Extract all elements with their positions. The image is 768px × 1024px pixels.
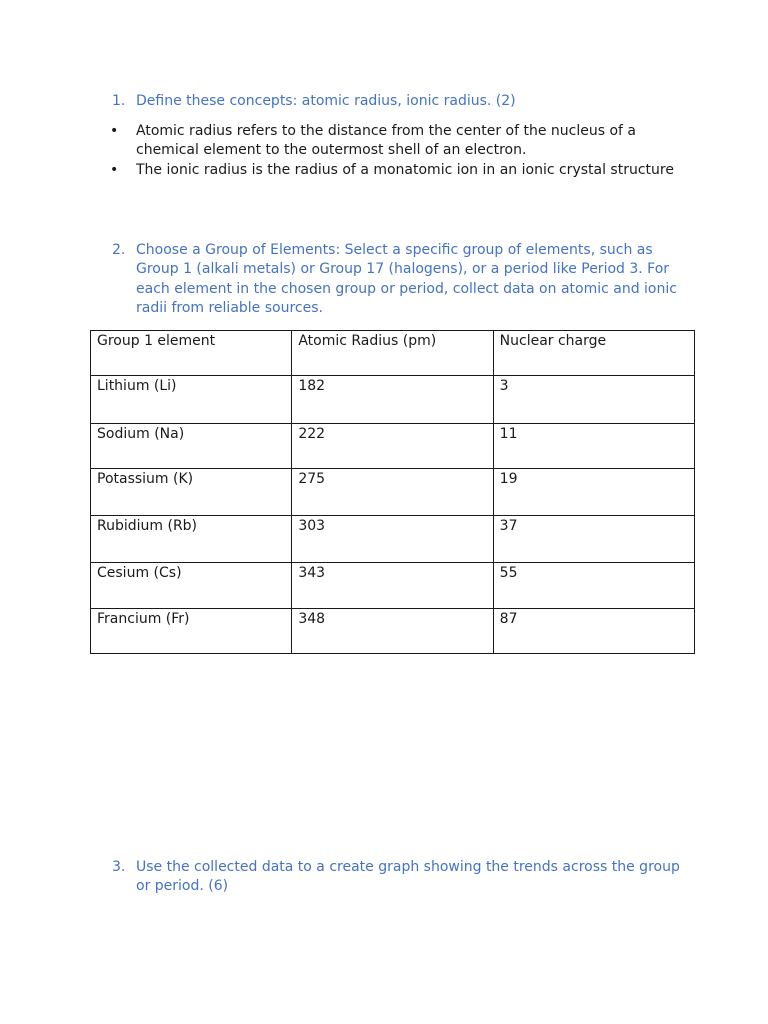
question-number: 3. bbox=[112, 859, 126, 875]
table-header-row bbox=[91, 331, 695, 376]
bullet-icon: • bbox=[110, 161, 119, 178]
question-text: Define these concepts: atomic radius, ionic radius. (2) bbox=[136, 93, 516, 109]
table-row bbox=[91, 609, 695, 654]
question-3 bbox=[112, 858, 682, 897]
table-header-cell: Group 1 element bbox=[91, 331, 292, 376]
table-cell: Lithium (Li) bbox=[91, 376, 292, 424]
table-cell: 343 bbox=[292, 563, 493, 609]
table-cell: Sodium (Na) bbox=[91, 424, 292, 469]
table-cell: 275 bbox=[292, 469, 493, 516]
question-number: 2. bbox=[112, 242, 126, 258]
question-2 bbox=[112, 241, 682, 318]
table-cell: 55 bbox=[493, 563, 694, 609]
question-text: Use the collected data to a create graph showing the trends across the group or period. (6) bbox=[136, 859, 680, 895]
table-row bbox=[91, 424, 695, 469]
list-item bbox=[110, 161, 690, 180]
table-cell: Francium (Fr) bbox=[91, 609, 292, 654]
table-header-cell: Atomic Radius (pm) bbox=[292, 331, 493, 376]
list-item bbox=[110, 122, 690, 161]
answer-text: The ionic radius is the radius of a monatomic ion in an ionic crystal structure bbox=[136, 161, 674, 178]
table-cell: 303 bbox=[292, 516, 493, 563]
element-data-table bbox=[90, 330, 695, 654]
question-1 bbox=[112, 92, 682, 111]
table-cell: 37 bbox=[493, 516, 694, 563]
table-cell: 87 bbox=[493, 609, 694, 654]
table-row bbox=[91, 563, 695, 609]
question-text: Choose a Group of Elements: Select a specific group of elements, such as Group 1 (alkali metals) or Group 17 (halogens), or a period like Period 3. For each element in the chosen group or period, collect data on atomic and ionic radii from reliable sources. bbox=[136, 242, 677, 316]
table-cell: Potassium (K) bbox=[91, 469, 292, 516]
table-cell: 182 bbox=[292, 376, 493, 424]
table-row bbox=[91, 376, 695, 424]
table-cell: 11 bbox=[493, 424, 694, 469]
table-cell: 348 bbox=[292, 609, 493, 654]
table-cell: 222 bbox=[292, 424, 493, 469]
table-row bbox=[91, 516, 695, 563]
table-cell: Rubidium (Rb) bbox=[91, 516, 292, 563]
table-cell: 19 bbox=[493, 469, 694, 516]
answer-text: Atomic radius refers to the distance from the center of the nucleus of a chemical element to the outermost shell of an electron. bbox=[136, 123, 637, 159]
table-row bbox=[91, 469, 695, 516]
question-number: 1. bbox=[112, 93, 126, 109]
answer-bullet-list bbox=[110, 122, 690, 180]
table-header-cell: Nuclear charge bbox=[493, 331, 694, 376]
table-cell: Cesium (Cs) bbox=[91, 563, 292, 609]
table-cell: 3 bbox=[493, 376, 694, 424]
bullet-icon: • bbox=[110, 123, 119, 139]
